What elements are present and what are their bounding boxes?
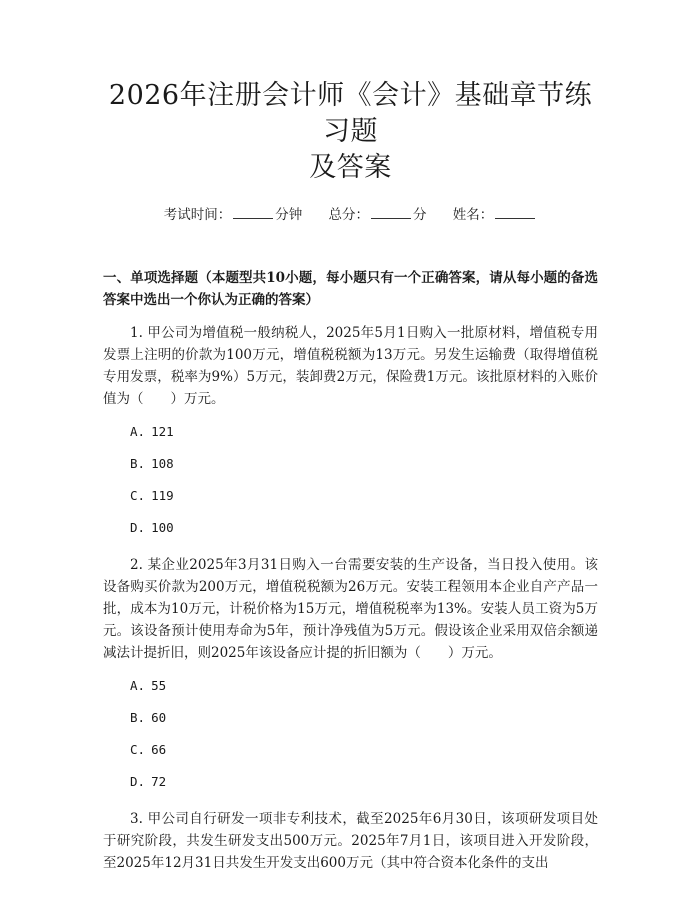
question-2-option-c bbox=[103, 740, 598, 760]
question-2-options bbox=[103, 676, 598, 792]
title-line-2: 及答案 bbox=[309, 152, 392, 183]
option-text: 100 bbox=[151, 520, 174, 535]
question-2-option-d bbox=[103, 772, 598, 792]
question-2-text: 2. 某企业2025年3月31日购入一台需要安装的生产设备，当日投入使用。该设备购买价款为200万元，增值税税额为26万元。安装工程领用本企业自产产品一批，成本为10万元，计税价格为15万元，增值税税率为13%。安装人员工资为5万元。该设备预计使用寿命为5年，预计净残值为5万元。假设该企业采用双倍余额递减法计提折旧，则2025年该设备应计提的折旧额为（ ）万元。 bbox=[103, 557, 598, 661]
exam-time-unit: 分钟 bbox=[275, 207, 303, 223]
name-blank bbox=[495, 205, 535, 219]
option-text: 72 bbox=[151, 774, 167, 789]
question-1-options bbox=[103, 422, 598, 538]
question-1-option-c bbox=[103, 486, 598, 506]
question-1-option-a bbox=[103, 422, 598, 442]
total-score-unit: 分 bbox=[413, 207, 427, 223]
option-text: 55 bbox=[151, 678, 167, 693]
exam-time-field bbox=[164, 207, 303, 223]
question-1-option-d bbox=[103, 518, 598, 538]
option-letter: D. bbox=[130, 774, 146, 789]
total-score-blank bbox=[371, 205, 411, 219]
question-1-text: 1. 甲公司为增值税一般纳税人，2025年5月1日购入一批原材料，增值税专用发票上注明的价款为100万元，增值税税额为13万元。另发生运输费（取得增值税专用发票，税率为9%）5万元，装卸费2万元，保险费1万元。该批原材料的入账价值为（ ）万元。 bbox=[103, 325, 598, 407]
exam-time-label: 考试时间： bbox=[163, 207, 232, 223]
option-letter: C. bbox=[130, 742, 146, 757]
total-score-field bbox=[329, 207, 427, 223]
option-text: 108 bbox=[151, 456, 174, 471]
option-letter: C. bbox=[130, 488, 146, 503]
name-field bbox=[453, 207, 538, 223]
question-2-option-a bbox=[103, 676, 598, 696]
option-letter: A. bbox=[130, 678, 146, 693]
question-2-option-b bbox=[103, 708, 598, 728]
name-label: 姓名： bbox=[452, 207, 494, 223]
option-text: 119 bbox=[151, 488, 174, 503]
title-line-1: 2026年注册会计师《会计》基础章节练习题 bbox=[108, 80, 593, 147]
section-heading: 一、单项选择题（本题型共10小题，每小题只有一个正确答案，请从每小题的备选答案中选出一个你认为正确的答案） bbox=[103, 270, 598, 308]
option-text: 60 bbox=[151, 710, 167, 725]
document-title bbox=[103, 78, 598, 186]
total-score-label: 总分： bbox=[328, 207, 369, 223]
question-3-text: 3. 甲公司自行研发一项非专利技术，截至2025年6月30日，该项研发项目处于研究阶段，共发生研发支出500万元。2025年7月1日，该项目进入开发阶段，至2025年12月31日共发生开发支出600万元（其中符合资本化条件的支出 bbox=[103, 811, 598, 871]
exam-time-blank bbox=[233, 205, 273, 219]
exam-info-line bbox=[103, 205, 598, 225]
option-text: 121 bbox=[151, 424, 174, 439]
option-letter: A. bbox=[130, 424, 146, 439]
option-letter: B. bbox=[130, 710, 146, 725]
option-letter: B. bbox=[130, 456, 146, 471]
option-letter: D. bbox=[130, 520, 146, 535]
option-text: 66 bbox=[151, 742, 167, 757]
question-1-option-b bbox=[103, 454, 598, 474]
